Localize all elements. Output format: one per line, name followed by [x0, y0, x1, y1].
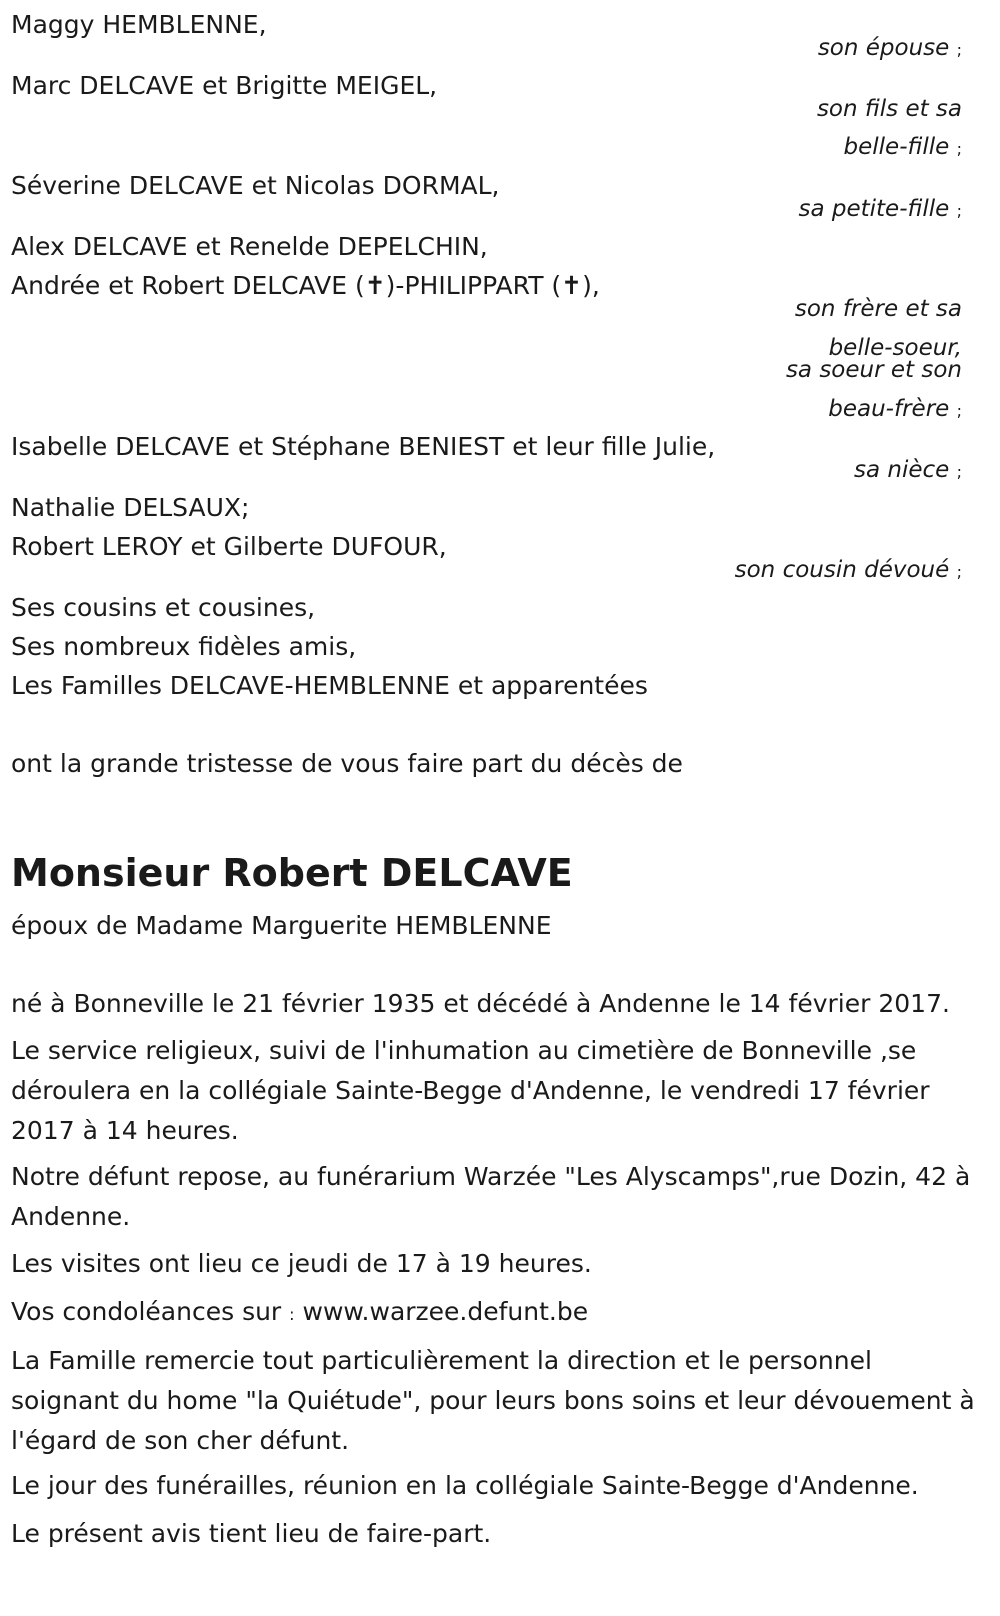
family-name-line: Isabelle DELCAVE et Stéphane BENIEST et leur fille Julie,	[11, 432, 716, 461]
others-line: Les Familles DELCAVE-HEMBLENNE et apparentées	[11, 671, 648, 700]
relation-label: son frère et sa	[794, 296, 962, 322]
relation-label: son fils et sa	[816, 96, 962, 122]
family-name-line: Maggy HEMBLENNE,	[11, 10, 267, 39]
family-name-line: Alex DELCAVE et Renelde DEPELCHIN,	[11, 232, 488, 261]
relation-label: belle-fille ;	[843, 134, 962, 160]
relation-label: sa soeur et son	[785, 357, 962, 383]
others-line: Ses cousins et cousines,	[11, 593, 316, 622]
birth-death-text: né à Bonneville le 21 février 1935 et décédé à Andenne le 14 février 2017.	[11, 989, 950, 1018]
condolences-label: Vos condoléances sur	[11, 1297, 282, 1326]
family-name-line: Andrée et Robert DELCAVE (✝)-PHILIPPART (✝),	[11, 271, 600, 300]
deceased-name: Monsieur Robert DELCAVE	[11, 851, 573, 895]
condolences-url[interactable]: www.warzee.defunt.be	[302, 1297, 589, 1326]
condolences-colon: :	[289, 1305, 295, 1324]
relation-label: beau-frère ;	[828, 396, 962, 422]
notice-text: Le présent avis tient lieu de faire-part.	[11, 1519, 492, 1548]
rest-place-paragraph: Notre défunt repose, au funérarium Warzée "Les Alyscamps",rue Dozin, 42 à Andenne.	[11, 1162, 971, 1231]
condolences-line	[11, 1292, 588, 1335]
visits-text: Les visites ont lieu ce jeudi de 17 à 19 heures.	[11, 1249, 592, 1278]
family-name-line: Nathalie DELSAUX;	[11, 493, 250, 522]
relation-label: son cousin dévoué ;	[734, 557, 962, 583]
announcement-text: ont la grande tristesse de vous faire part du décès de	[11, 749, 683, 778]
family-name-line: Séverine DELCAVE et Nicolas DORMAL,	[11, 171, 500, 200]
family-name-line: Marc DELCAVE et Brigitte MEIGEL,	[11, 71, 438, 100]
others-line: Ses nombreux fidèles amis,	[11, 632, 357, 661]
relation-label: sa petite-fille ;	[798, 196, 962, 222]
spouse-line: époux de Madame Marguerite HEMBLENNE	[11, 911, 552, 940]
relation-label: sa nièce ;	[853, 457, 962, 483]
relation-label: belle-soeur,	[828, 335, 962, 361]
relation-label: son épouse ;	[817, 35, 962, 61]
funeral-meeting-text: Le jour des funérailles, réunion en la collégiale Sainte-Begge d'Andenne.	[11, 1471, 919, 1500]
thanks-paragraph: La Famille remercie tout particulièrement la direction et le personnel soignant du home "la Quiétude", pour leurs bons soins et leur dévouement à l'égard de son cher défunt.	[11, 1346, 975, 1455]
family-name-line: Robert LEROY et Gilberte DUFOUR,	[11, 532, 447, 561]
service-paragraph: Le service religieux, suivi de l'inhumation au cimetière de Bonneville ,se déroulera en la collégiale Sainte-Begge d'Andenne, le vendredi 17 février 2017 à 14 heures.	[11, 1036, 930, 1145]
